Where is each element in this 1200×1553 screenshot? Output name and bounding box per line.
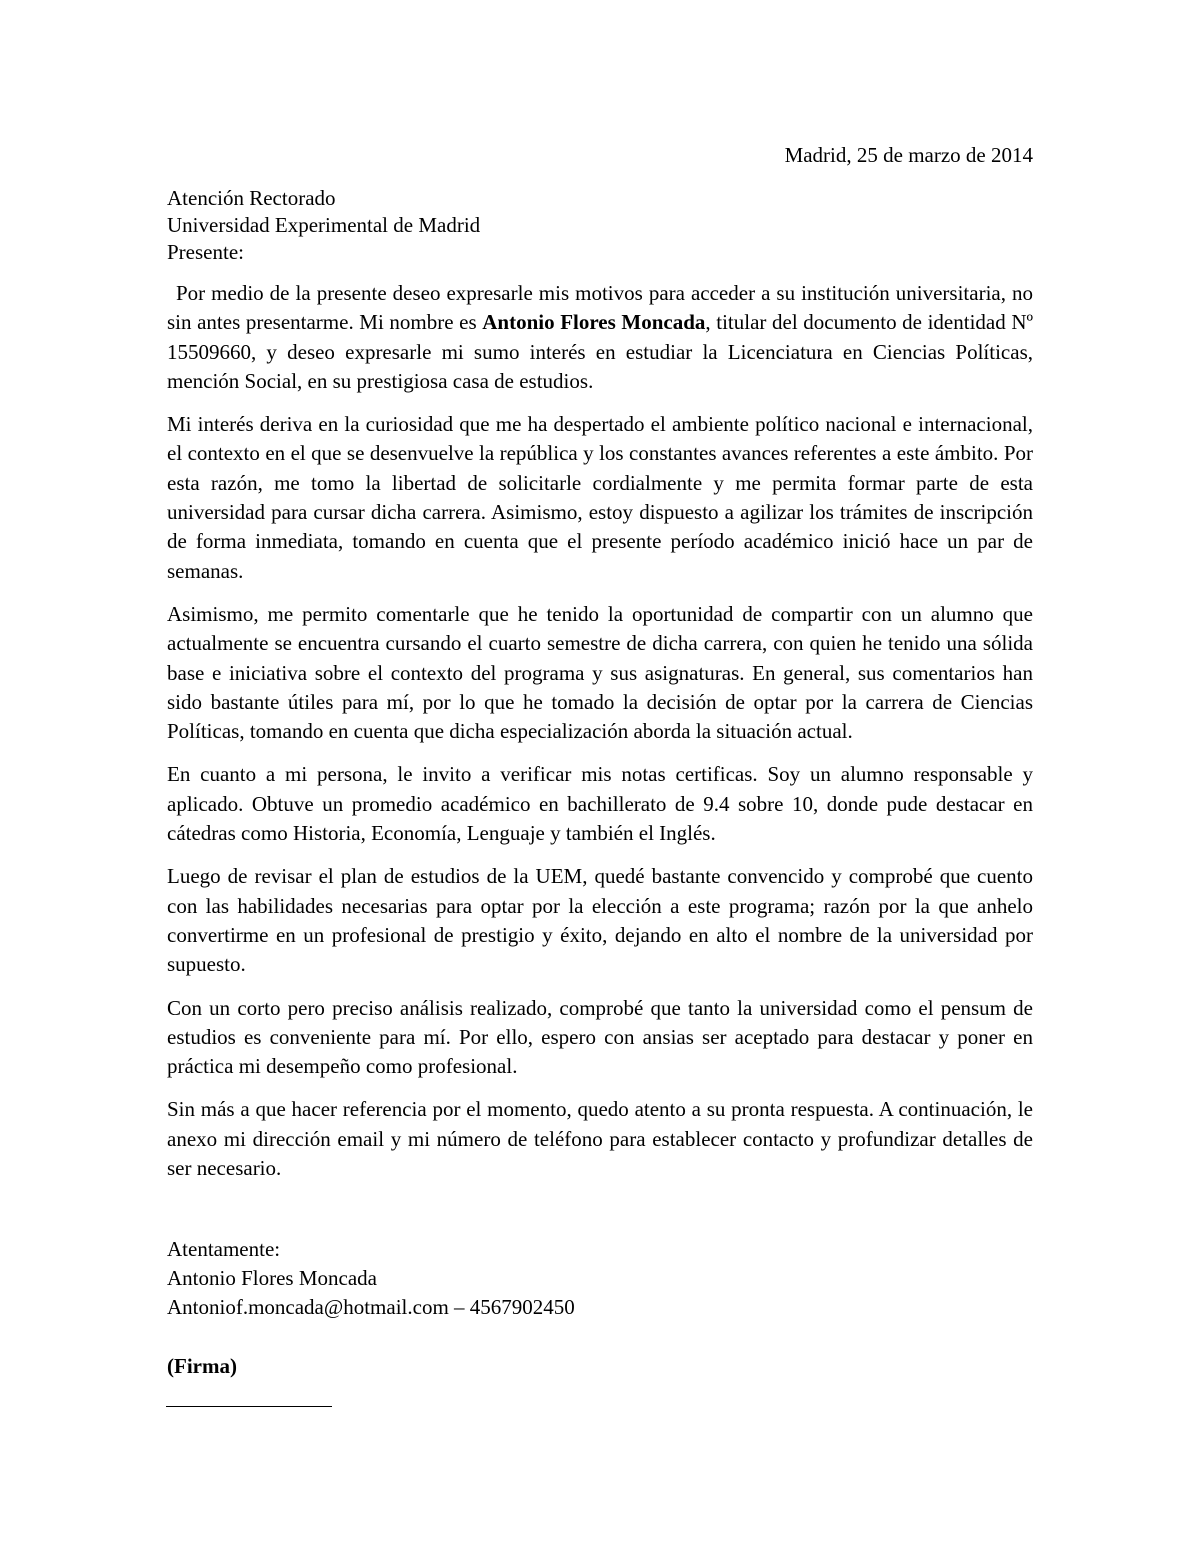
intro-text-continued: , titular del documento de identidad Nº 15509660, y deseo expresarle mi sumo interés en estudiar la Licenciatura en Ciencias Políticas, mención Social, en su prestigiosa casa de estudios.	[167, 310, 1033, 393]
paragraph-farewell: Sin más a que hacer referencia por el momento, quedo atento a su pronta respuesta. A continuación, le anexo mi dirección email y mi número de teléfono para establecer contacto y profundizar detalles de ser necesario.	[167, 1097, 1033, 1181]
closing-salutation: Atentamente:	[167, 1237, 281, 1261]
paragraph-introduction	[167, 279, 1033, 396]
recipient-institution: Universidad Experimental de Madrid	[167, 213, 481, 237]
paragraph-plan: Luego de revisar el plan de estudios de la UEM, quedé bastante convencido y comprobé que cuento con las habilidades necesarias para optar por la elección a este programa; razón por la que anhelo convertirme en un profesional de prestigio y éxito, dejando en alto el nombre de la universidad por supuesto.	[167, 864, 1033, 977]
signature-line	[166, 1406, 332, 1407]
intro-text: Por medio de la presente deseo expresarle mis motivos para acceder a su institución universitaria, no sin antes presentarme. Mi nombre es	[167, 281, 1033, 335]
paragraph-grades: En cuanto a mi persona, le invito a verificar mis notas certificas. Soy un alumno responsable y aplicado. Obtuve un promedio académico en bachillerato de 9.4 sobre 10, donde pude destacar en cátedras como Historia, Economía, Lenguaje y también el Inglés.	[167, 762, 1033, 846]
paragraph-analysis: Con un corto pero preciso análisis realizado, comprobé que tanto la universidad como el pensum de estudios es conveniente para mí. Por ello, espero con ansias ser aceptado para destacar y poner en práctica mi desempeño como profesional.	[167, 995, 1033, 1079]
closing-contact: Antoniof.moncada@hotmail.com – 4567902450	[167, 1295, 575, 1319]
closing-name: Antonio Flores Moncada	[167, 1266, 377, 1290]
paragraph-experience: Asimismo, me permito comentarle que he tenido la oportunidad de compartir con un alumno que actualmente se encuentra cursando el cuarto semestre de dicha carrera, con quien he tenido una sólida base e iniciativa sobre el contexto del programa y sus asignaturas. En general, sus comentarios han sido bastante útiles para mí, por lo que he tomado la decisión de optar por la carrera de Ciencias Políticas, tomando en cuenta que dicha especialización aborda la situación actual.	[167, 601, 1033, 744]
recipient-attention: Atención Rectorado	[167, 186, 336, 210]
letter-date: Madrid, 25 de marzo de 2014	[784, 143, 1033, 167]
closing-block	[167, 1235, 575, 1322]
applicant-name-bold: Antonio Flores Moncada	[482, 310, 706, 335]
letter-body	[167, 279, 1033, 1197]
paragraph-interest: Mi interés deriva en la curiosidad que me ha despertado el ambiente político nacional e internacional, el contexto en el que se desenvuelve la república y los constantes avances referentes a este ámbito. Por esta razón, me tomo la libertad de solicitarle cordialmente y me permita formar parte de esta universidad para cursar dicha carrera. Asimismo, estoy dispuesto a agilizar los trámites de inscripción de forma inmediata, tomando en cuenta que el presente período académico inició hace un par de semanas.	[167, 412, 1033, 583]
recipient-block	[167, 185, 480, 266]
signature-label: (Firma)	[167, 1354, 237, 1378]
recipient-presente: Presente:	[167, 240, 244, 264]
